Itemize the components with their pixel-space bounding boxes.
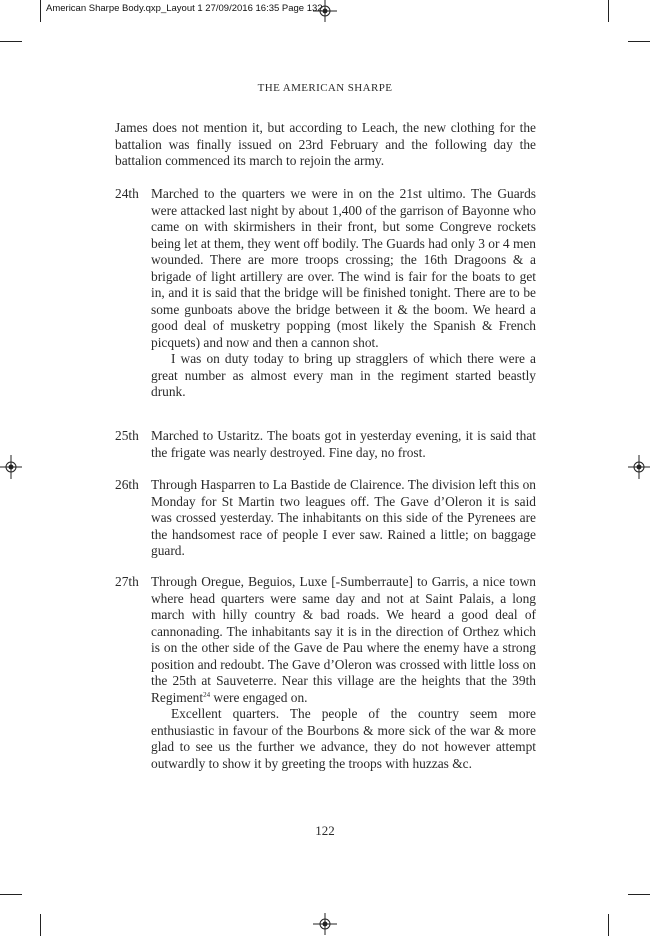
crop-mark	[608, 914, 609, 936]
crop-mark	[0, 41, 22, 42]
crop-mark	[628, 41, 650, 42]
intro-paragraph	[115, 120, 536, 170]
entry-date: 27th	[115, 574, 139, 589]
entry-body	[151, 477, 536, 560]
diary-entry-24th	[115, 186, 536, 401]
entry-date: 24th	[115, 186, 139, 201]
diary-entry-26th	[115, 477, 536, 560]
entry-text: Through Oregue, Beguios, Luxe [-Sumberraute] to Garris, a nice town where head quarters were same day and not at Saint Palais, a long march with hilly country & bad roads. We heard a good deal of cannonading. The inhabitants say it is in the direction of Orthez which is on the other side of the Gave de Pau where the enemy have a strong position and redoubt. The Gave d’Oleron was crossed with little loss on the 25th at Sauveterre. Near this village are the heights that the 39th Regiment	[151, 574, 536, 705]
entry-date: 26th	[115, 477, 139, 492]
entry-body	[151, 428, 536, 461]
printer-slug: American Sharpe Body.qxp_Layout 1 27/09/2016 16:35 Page 132	[46, 3, 323, 14]
registration-mark-right	[628, 455, 650, 479]
entry-date: 25th	[115, 428, 139, 443]
registration-mark-left	[0, 455, 22, 479]
registration-mark-top	[313, 0, 337, 22]
entry-paragraph: Marched to the quarters we were in on the 21st ultimo. The Guards were attacked last night by about 1,400 of the garrison of Bayonne who came on with skirmishers in their front, but some Congreve rockets being let at them, they went off bodily. The Guards had only 3 or 4 men wounded. There are more troops crossing; the 16th Dragoons & a brigade of light artillery are over. The wind is fair for the boats to get in, and it is said that the bridge will be finished tonight. There are to be some gunboats above the bridge between it & the boom. We heard a good deal of musketry popping (most likely the Spanish & French picquets) and now and then a cannon shot.	[151, 186, 536, 350]
entry-paragraph	[151, 574, 536, 706]
entry-paragraph: Marched to Ustaritz. The boats got in yesterday evening, it is said that the frigate was nearly destroyed. Fine day, no frost.	[151, 428, 536, 460]
crop-mark	[40, 914, 41, 936]
entry-paragraph: Excellent quarters. The people of the country seem more enthusiastic in favour of the Bourbons & more sick of the war & more glad to see us the further we advance, they do not however attempt outwardly to show it by greeting the troops with huzzas &c.	[151, 706, 536, 771]
footnote-reference[interactable]: 24	[203, 690, 211, 699]
entry-body	[151, 574, 536, 772]
intro-text: James does not mention it, but according to Leach, the new clothing for the battalion was finally issued on 23rd February and the following day the battalion commenced its march to rejoin the army.	[115, 120, 536, 168]
crop-mark	[608, 0, 609, 22]
crop-mark	[628, 894, 650, 895]
entry-paragraph: Through Hasparren to La Bastide de Clairence. The division left this on Monday for St Martin two leagues off. The Gave d’Oleron it is said was crossed yesterday. The inhabitants on this side of the Pyrenees are the handsomest race of people I ever saw. Rained a little; on baggage guard.	[151, 477, 536, 558]
entry-body	[151, 186, 536, 401]
crop-mark	[40, 0, 41, 22]
running-head: THE AMERICAN SHARPE	[257, 82, 393, 94]
diary-entry-25th	[115, 428, 536, 461]
entry-paragraph: I was on duty today to bring up stragglers of which there were a great number as almost every man in the regiment started beastly drunk.	[151, 351, 536, 399]
diary-entry-27th	[115, 574, 536, 772]
crop-mark	[0, 894, 22, 895]
entry-text: were engaged on.	[210, 689, 308, 705]
page-number: 122	[315, 823, 335, 838]
registration-mark-bottom	[313, 913, 337, 935]
